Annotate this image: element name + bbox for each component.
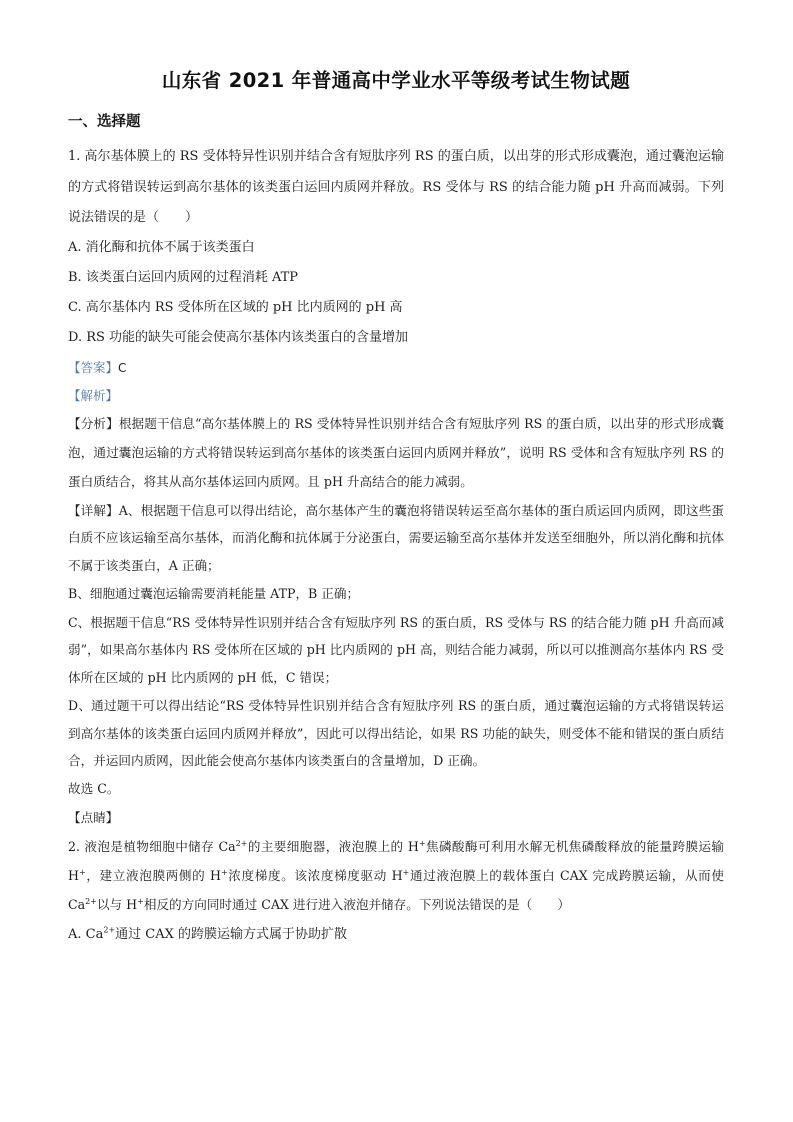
question-1-stem: 1. 高尔基体膜上的 RS 受体特异性识别并结合含有短肽序列 RS 的蛋白质，以出芽的形式形成囊泡，通过囊泡运输的方式将错误转运到高尔基体的该类蛋白运回内质网并释放。RS 受体与 RS 的结合能力随 pH 升高而减弱。下列说法错误的是（ ） — [68, 149, 724, 225]
q2-text-4: ，建立液泡膜两侧的 H — [85, 867, 221, 883]
page-title: 山东省 2021 年普通高中学业水平等级考试生物试题 — [161, 69, 631, 92]
q2-opt-a-sup: 2+ — [103, 925, 116, 935]
detail-text-a: A、根据题干信息可以得出结论，高尔基体产生的囊泡将错误转运至高尔基体的蛋白质运回内质网，即这些蛋白质不应该运输至高尔基体，而消化酶和抗体属于分泌蛋白，需要运输至高尔基体并发送至细胞外，所以消化酶和抗体不属于该类蛋白，A 正确； — [68, 502, 724, 574]
answer-value: C — [118, 360, 127, 375]
section-heading: 一、选择题 — [68, 114, 141, 131]
q2-sup-6: 2+ — [85, 896, 97, 906]
q2-sup-2: + — [418, 838, 426, 848]
question-1-detail-a — [68, 497, 724, 580]
question-1-conclusion: 故选 C。 — [68, 780, 120, 796]
q2-sup-5: + — [402, 867, 410, 877]
q2-text-5: 浓度梯度。该浓度梯度驱动 H — [227, 867, 403, 883]
question-2-stem — [68, 833, 724, 920]
q2-opt-a-rest: 通过 CAX 的跨膜运输方式属于协助扩散 — [115, 926, 348, 942]
q2-text-1: 2. 液泡是植物细胞中储存 Ca — [68, 838, 236, 854]
q2-sup-1: 2+ — [235, 838, 248, 848]
answer-tag: 【答案】 — [68, 359, 119, 375]
q2-text-8: 相反的方向同时通过 CAX 进行进入液泡并储存。下列说法错误的是（ ） — [143, 896, 570, 912]
question-1-detail-b: B、细胞通过囊泡运输需要消耗能量 ATP，B 正确； — [68, 585, 360, 601]
question-1-analysis — [68, 410, 724, 497]
question-1-option-c[interactable]: C. 高尔基体内 RS 受体所在区域的 pH 比内质网的 pH 高 — [68, 300, 403, 316]
question-1-explain-tag: 【解析】 — [68, 387, 119, 403]
q2-text-3: 焦磷酸酶可利用水解无机焦磷酸释放的能量跨膜运输 H — [68, 838, 725, 883]
q2-opt-a-prefix: A. Ca — [68, 926, 104, 942]
q2-sup-4: + — [220, 867, 228, 877]
question-1-detail-c: C、根据题干信息“RS 受体特异性识别并结合含有短肽序列 RS 的蛋白质，RS 受体与 RS 的结合能力随 pH 升高而减弱”，如果高尔基体内 RS 受体所在区域的 pH 比内质网的 pH 高，则结合能力减弱，所以可以推测高尔基体内 RS 受体所在区域的 pH 比内质网的 pH 低，C 错误； — [68, 614, 724, 686]
analysis-text: 根据题干信息“高尔基体膜上的 RS 受体特异性识别并结合含有短肽序列 RS 的蛋白质，以出芽的形式形成囊泡，通过囊泡运输的方式将错误转运到高尔基体的该类蛋白运回内质网并释放”，说明 RS 受体和含有短肽序列 RS 的蛋白质结合，将其从高尔基体运回内质网。且 pH 升高结合的能力减弱。 — [68, 415, 725, 489]
q2-sup-7: + — [137, 896, 144, 906]
question-2-option-a[interactable] — [68, 920, 724, 950]
question-1-answer-line — [68, 354, 724, 382]
question-1-option-a[interactable]: A. 消化酶和抗体不属于该类蛋白 — [68, 239, 255, 255]
question-1-option-d[interactable]: D. RS 功能的缺失可能会使高尔基体内该类蛋白的含量增加 — [68, 330, 409, 346]
q2-text-2: 的主要细胞器，液泡膜上的 H — [247, 838, 419, 854]
question-1-detail-d: D、通过题干可以得出结论“RS 受体特异性识别并结合含有短肽序列 RS 的蛋白质，通过囊泡运输的方式将错误转运到高尔基体的该类蛋白运回内质网并释放”，因此可以得出结论，如果 RS 功能的缺失，则受体不能和错误的蛋白质结合，并运回内质网，因此能会使高尔基体内该类蛋白的含量增加，D 正确。 — [68, 697, 724, 769]
detail-tag: 【详解】 — [68, 502, 119, 518]
q2-text-6: 通过液泡膜上的载体蛋白 CAX 完成跨膜运输，从而使 Ca — [68, 867, 724, 912]
q2-sup-3: + — [78, 867, 86, 877]
question-1-option-b[interactable]: B. 该类蛋白运回内质网的过程消耗 ATP — [68, 270, 299, 286]
analysis-tag: 【分析】 — [68, 415, 119, 431]
q2-text-7: 以与 H — [96, 896, 138, 912]
question-1-insight-tag: 【点睛】 — [68, 809, 119, 825]
